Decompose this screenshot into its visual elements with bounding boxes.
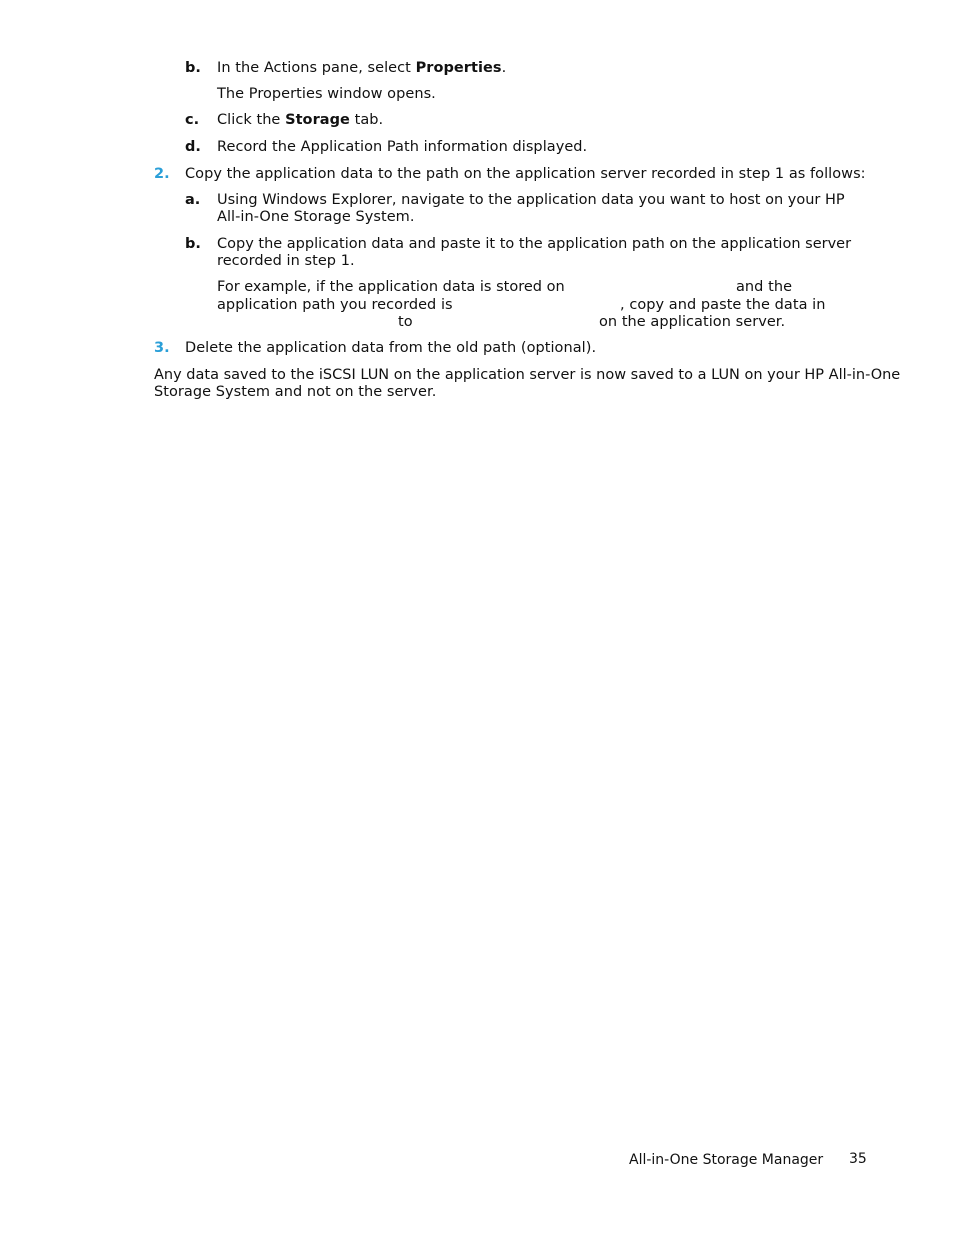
step-2a-line-2: All-in-One Storage System. xyxy=(217,209,415,225)
example-part-6: on the application server. xyxy=(599,314,786,330)
step-b-text xyxy=(217,59,506,77)
example-part-5: to xyxy=(398,314,413,330)
step-2b-marker: b. xyxy=(185,236,201,252)
step-c-storage-term: Storage xyxy=(285,112,350,128)
summary-line-1: Any data saved to the iSCSI LUN on the application server is now saved to a LUN on your HP All-in-One xyxy=(154,367,901,383)
step-c-text-post: tab. xyxy=(349,112,384,128)
step-b-text-post: . xyxy=(501,60,507,76)
summary-line-2: Storage System and not on the server. xyxy=(154,384,437,400)
example-part-2: and the xyxy=(736,279,793,295)
step-2b-line-1: Copy the application data and paste it to the application path on the application server xyxy=(217,236,852,252)
example-part-4: , copy and paste the data in xyxy=(620,297,826,313)
step-d-marker: d. xyxy=(185,139,201,155)
step-2-text: Copy the application data to the path on the application server recorded in step 1 as follows: xyxy=(185,166,866,182)
step-c-marker: c. xyxy=(185,112,200,128)
step-3-text: Delete the application data from the old path (optional). xyxy=(185,340,597,356)
step-c-text xyxy=(217,111,383,129)
step-2-marker: 2. xyxy=(154,166,170,182)
step-c-text-pre: Click the xyxy=(217,112,286,128)
step-3-marker: 3. xyxy=(154,340,170,356)
step-d-text: Record the Application Path information displayed. xyxy=(217,139,588,155)
example-part-1: For example, if the application data is stored on xyxy=(217,279,565,295)
step-b-text-pre: In the Actions pane, select xyxy=(217,60,416,76)
step-2b-line-2: recorded in step 1. xyxy=(217,253,355,269)
step-b-note: The Properties window opens. xyxy=(217,86,436,102)
step-b-properties-term: Properties xyxy=(415,60,502,76)
example-part-3: application path you recorded is xyxy=(217,297,453,313)
step-2a-marker: a. xyxy=(185,192,201,208)
step-2a-line-1: Using Windows Explorer, navigate to the application data you want to host on your HP xyxy=(217,192,845,208)
step-b-marker: b. xyxy=(185,60,201,76)
page-number: 35 xyxy=(849,1151,867,1167)
footer-title: All-in-One Storage Manager xyxy=(629,1152,824,1168)
